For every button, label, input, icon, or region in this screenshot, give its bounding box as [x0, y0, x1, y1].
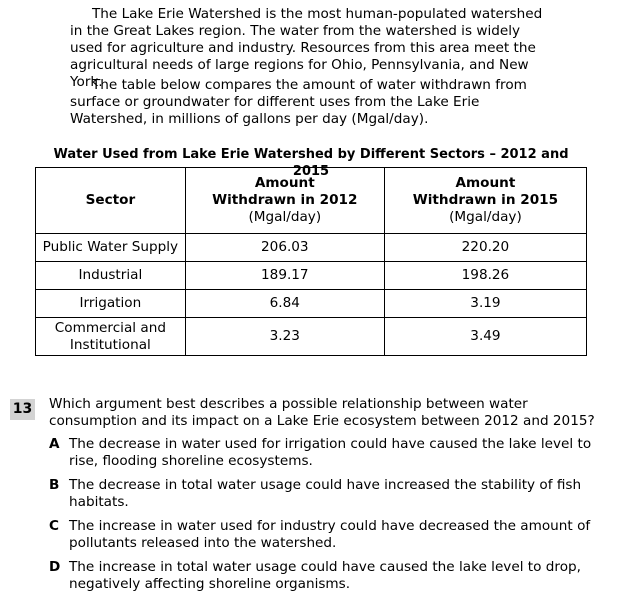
cell-sector: Industrial — [36, 262, 186, 290]
choice-text: The increase in total water usage could have caused the lake level to drop, negatively affecting shoreline organisms. — [69, 559, 581, 592]
cell-2012: 3.23 — [185, 318, 384, 356]
header-2012-unit: (Mgal/day) — [248, 209, 322, 225]
header-2012-line2: Withdrawn in 2012 — [212, 192, 358, 208]
cell-2015: 198.26 — [384, 262, 586, 290]
table-row — [36, 318, 587, 356]
table-header-row — [36, 168, 587, 234]
choice-text: The decrease in water used for irrigation could have caused the lake level to rise, flooding shoreline ecosystems. — [69, 436, 592, 469]
header-2015-line1: Amount — [455, 175, 516, 191]
choice-letter: C — [49, 518, 59, 534]
header-2012 — [185, 168, 384, 234]
table-row — [36, 234, 587, 262]
cell-2012: 206.03 — [185, 234, 384, 262]
choice-letter: B — [49, 477, 60, 493]
table-row — [36, 262, 587, 290]
choice-letter: A — [49, 436, 60, 452]
header-2012-line1: Amount — [254, 175, 315, 191]
question-stem: Which argument best describes a possible relationship between water consumption and its impact on a Lake Erie ecosystem between 2012 and 2015? — [49, 396, 595, 429]
header-2015 — [384, 168, 586, 234]
cell-2015: 220.20 — [384, 234, 586, 262]
cell-2015: 3.49 — [384, 318, 586, 356]
header-2015-line2: Withdrawn in 2015 — [412, 192, 559, 208]
choice-text: The increase in water used for industry could have decreased the amount of pollutants released into the watershed. — [69, 518, 591, 551]
question-number: 13 — [10, 399, 35, 420]
cell-2015: 3.19 — [384, 290, 586, 318]
passage-paragraph-1: The Lake Erie Watershed is the most human-populated watershed in the Great Lakes region. The water from the watershed is widely used for agriculture and industry. Resources from this area meet the agricultural needs of large regions for Ohio, Pennsylvania, and New York. — [70, 6, 543, 90]
header-sector: Sector — [36, 168, 186, 234]
cell-sector: Public Water Supply — [36, 234, 186, 262]
choice-text: The decrease in total water usage could have increased the stability of fish habitats. — [69, 477, 582, 510]
table-title: Water Used from Lake Erie Watershed by Different Sectors – 2012 and 2015 — [53, 147, 569, 179]
table-row — [36, 290, 587, 318]
cell-2012: 189.17 — [185, 262, 384, 290]
water-use-table — [35, 167, 587, 356]
cell-sector: Commercial and Institutional — [36, 318, 186, 356]
passage-paragraph-2: The table below compares the amount of water withdrawn from surface or groundwater for different uses from the Lake Erie Watershed, in millions of gallons per day (Mgal/day). — [70, 77, 527, 127]
header-2015-unit: (Mgal/day) — [449, 209, 522, 225]
cell-2012: 6.84 — [185, 290, 384, 318]
cell-sector: Irrigation — [36, 290, 186, 318]
choice-letter: D — [49, 559, 61, 575]
